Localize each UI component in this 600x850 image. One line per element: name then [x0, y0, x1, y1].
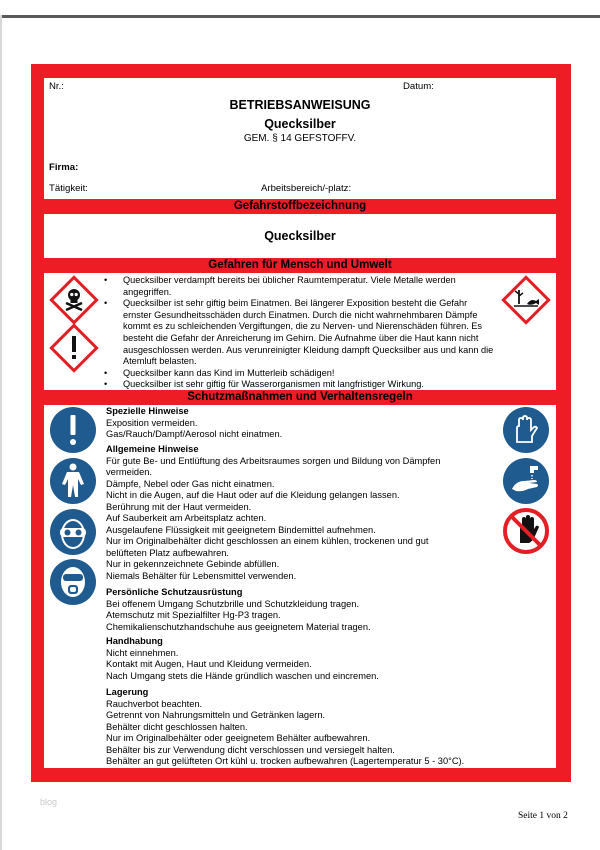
- top-border: [0, 15, 600, 18]
- datum-label: Datum:: [403, 81, 434, 92]
- section-title: Handhabung: [106, 636, 163, 646]
- schutz-heading: Schutzmaßnahmen und Verhaltensregeln: [187, 391, 413, 403]
- gefahren-heading: Gefahren für Mensch und Umwelt: [208, 259, 392, 271]
- section-line: Gas/Rauch/Dampf/Aerosol nicht einatmen.: [106, 429, 283, 439]
- section-line: Bei offenem Umgang Schutzbrille und Schutzkleidung tragen.: [106, 598, 360, 609]
- protective-clothing-icon: [49, 457, 97, 505]
- hazard-item: • Quecksilber ist sehr giftig beim Einatmen. Bei längerer Exposition besteht die Gefahr ernster Gesundheitsschäden durch Einatmen. Durch die nicht wahrnehmbaren Dämpfe kommt es zu schleichenden Vergiftungen, die zu Nerven- und Nierenschäden führen. Es besteht die Gefahr der Anreicherung im Gehirn. Die Aufnahme über die Haut kann nicht ausgeschlossen werden. Aus verunreinigter Kleidung dampft Quecksilber aus und kann die Atemluft belasten.: [104, 298, 494, 368]
- respirator-icon: [49, 558, 97, 606]
- section-line: Dämpfe, Nebel oder Gas nicht einatmen.: [106, 478, 275, 489]
- section-lagerung: [106, 687, 506, 768]
- nr-label: Nr.:: [49, 81, 64, 92]
- arbeitsbereich-label: Arbeitsbereich/-platz:: [261, 183, 352, 194]
- general-mandatory-icon: [49, 406, 97, 454]
- section-line: Nicht einnehmen.: [106, 647, 179, 658]
- section-title: Allgemeine Hinweise: [106, 444, 199, 454]
- section-line: Nur im Originalbehälter oder geeignetem Behälter aufbewahren.: [106, 733, 371, 743]
- gefahrstoff-name: Quecksilber: [264, 229, 336, 243]
- page-number: Seite 1 von 2: [518, 811, 568, 821]
- section-line: Nur im Originalbehälter dicht geschlossen an einem kühlen, trockenen und gut: [106, 536, 429, 546]
- hazard-item: • Quecksilber kann das Kind im Mutterleib schädigen!: [104, 368, 494, 380]
- section-line: Exposition vermeiden.: [106, 417, 198, 428]
- section-line: Ausgelaufene Flüssigkeit mit geeignetem Bindemittel aufnehmen.: [106, 524, 376, 535]
- section-line: Rauchverbot beachten.: [106, 698, 203, 709]
- hand-washing-icon: [502, 457, 550, 505]
- section-line: Nur in gekennzeichnete Gebinde abfüllen.: [106, 559, 280, 569]
- section-line: Behälter an gut gelüfteten Ort kühl u. trocken aufbewahren (Lagertemperatur 5 - 30°C).: [106, 756, 465, 766]
- section-persoenliche-schutzausruestung: [106, 587, 506, 633]
- watermark: blog: [40, 797, 58, 807]
- taetigkeit-label: Tätigkeit:: [49, 183, 88, 194]
- section-title: Persönliche Schutzausrüstung: [106, 587, 243, 597]
- section-line: Für gute Be- und Entlüftung des Arbeitsraumes sorgen und Bildung von Dämpfen: [106, 455, 441, 466]
- section-line: Nach Umgang stets die Hände gründlich waschen und eincremen.: [106, 670, 379, 681]
- skull-crossbones-icon: [48, 274, 100, 326]
- page-title: BETRIEBSANWEISUNG: [229, 98, 371, 112]
- section-line: Kontakt mit Augen, Haut und Kleidung vermeiden.: [106, 659, 312, 669]
- section-line: Behälter dicht geschlossen halten.: [106, 721, 248, 732]
- environment-hazard-icon: [500, 274, 552, 326]
- exclamation-icon: [48, 322, 100, 374]
- firma-label: Firma:: [49, 162, 79, 173]
- section-title: Spezielle Hinweise: [106, 406, 189, 416]
- section-line: Nicht in die Augen, auf die Haut oder auf die Kleidung gelangen lassen.: [106, 490, 400, 500]
- section-line: Getrennt von Nahrungsmitteln und Getränken lagern.: [106, 710, 326, 720]
- hazard-item: • Quecksilber verdampft bereits bei üblicher Raumtemperatur. Viele Metalle werden angegriffen.: [104, 275, 494, 298]
- regulation-label: GEM. § 14 GEFSTOFFV.: [243, 133, 357, 144]
- no-touching-icon: [502, 507, 550, 555]
- section-line: Chemikalienschutzhandschuhe aus geeignetem Material tragen.: [106, 621, 371, 632]
- eye-protection-icon: [49, 508, 97, 556]
- section-line: belüfteten Platz aufbewahren.: [106, 547, 230, 558]
- section-spezielle-hinweise: [106, 406, 506, 441]
- section-line: Behälter bis zur Verwendung dicht verschlossen und versiegelt halten.: [106, 744, 395, 755]
- gloves-icon: [502, 406, 550, 454]
- section-allgemeine-hinweise: [106, 444, 506, 582]
- section-handhabung: [106, 636, 506, 682]
- section-line: Atemschutz mit Spezialfilter Hg-P3 tragen.: [106, 610, 281, 620]
- substance-title: Quecksilber: [264, 117, 336, 131]
- left-border: [0, 15, 2, 850]
- section-title: Lagerung: [106, 687, 149, 697]
- section-line: vermeiden.: [106, 467, 152, 477]
- gefahrstoff-heading: Gefahrstoffbezeichnung: [233, 200, 367, 212]
- section-line: Berührung mit der Haut vermeiden.: [106, 501, 252, 512]
- section-line: Niemals Behälter für Lebensmittel verwenden.: [106, 570, 297, 581]
- hazard-item: • Quecksilber ist sehr giftig für Wasserorganismen mit langfristiger Wirkung.: [104, 379, 494, 391]
- section-line: Auf Sauberkeit am Arbeitsplatz achten.: [106, 513, 267, 523]
- hazard-list: [104, 275, 494, 391]
